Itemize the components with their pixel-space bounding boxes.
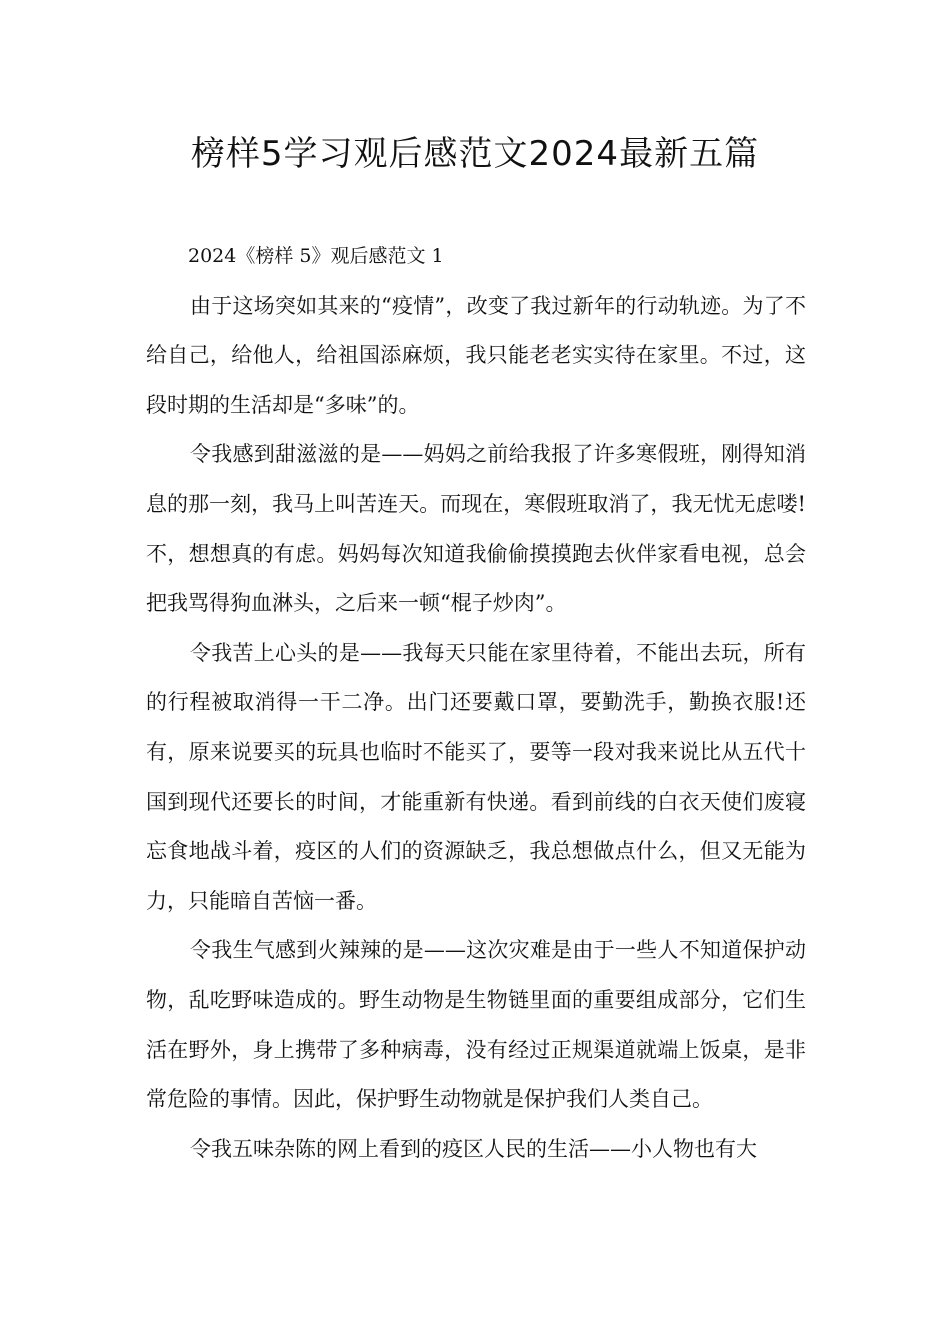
paragraph-5: 令我五味杂陈的网上看到的疫区人民的生活——小人物也有大 [190,1136,757,1161]
paragraph-1: 由于这场突如其来的“疫情”，改变了我过新年的行动轨迹。为了不给自己，给他人，给祖国添麻烦，我只能老老实实待在家里。不过，这段时期的生活却是“多味”的。 [146,293,806,417]
paragraph-4: 令我生气感到火辣辣的是——这次灾难是由于一些人不知道保护动物，乱吃野味造成的。野生动物是生物链里面的重要组成部分，它们生活在野外，身上携带了多种病毒，没有经过正规渠道就端上饭桌，是非常危险的事情。因此，保护野生动物就是保护我们人类自己。 [146,938,806,1112]
paragraph-2: 令我感到甜滋滋的是——妈妈之前给我报了许多寒假班，刚得知消息的那一刻，我马上叫苦连天。而现在，寒假班取消了，我无忧无虑喽!不，想想真的有虑。妈妈每次知道我偷偷摸摸跑去伙伴家看电视，总会把我骂得狗血淋头，之后来一顿“棍子炒肉”。 [146,442,806,616]
paragraph-3: 令我苦上心头的是——我每天只能在家里待着，不能出去玩，所有的行程被取消得一干二净。出门还要戴口罩，要勤洗手，勤换衣服!还有，原来说要买的玩具也临时不能买了，要等一段对我来说比从五代十国到现代还要长的时间，才能重新有快递。看到前线的白衣天使们废寝忘食地战斗着，疫区的人们的资源缺乏，我总想做点什么，但又无能为力，只能暗自苦恼一番。 [146,640,806,913]
document-title: 榜样5学习观后感范文2024最新五篇 [190,134,760,174]
document-body [146,232,806,1174]
section-heading: 2024《榜样 5》观后感范文 1 [188,245,444,267]
